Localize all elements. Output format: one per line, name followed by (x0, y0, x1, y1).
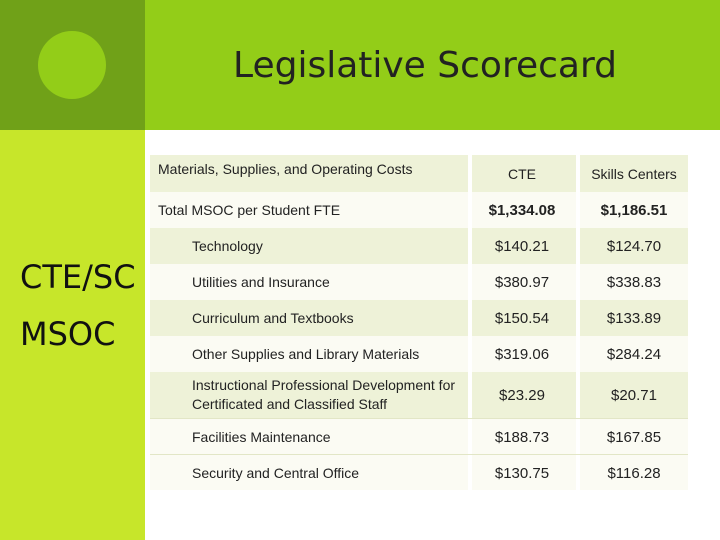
total-cte: $1,334.08 (488, 201, 556, 219)
table-row (150, 418, 688, 455)
side-label-cte-sc: CTE/SC (20, 258, 136, 296)
table-row (150, 264, 688, 300)
side-label-msoc: MSOC (20, 315, 116, 353)
table-row (150, 300, 688, 336)
row-cte: $150.54 (494, 309, 550, 327)
header-label: Materials, Supplies, and Operating Costs (158, 161, 413, 177)
total-label: Total MSOC per Student FTE (158, 202, 341, 218)
row-cte: $380.97 (494, 273, 550, 291)
row-label: Utilities and Insurance (192, 274, 330, 290)
table-row (150, 372, 688, 418)
total-row (150, 192, 688, 228)
row-cte: $140.21 (494, 237, 550, 255)
row-label: Other Supplies and Library Materials (192, 346, 420, 362)
header-cte: CTE (508, 165, 536, 182)
row-label: Curriculum and Textbooks (192, 310, 354, 326)
total-skills-centers: $1,186.51 (600, 201, 668, 219)
row-label: Instructional Professional Development for Certificated and Classified Staff (192, 377, 456, 412)
row-cte: $130.75 (494, 464, 550, 482)
row-label: Security and Central Office (192, 465, 360, 481)
row-skills-centers: $338.83 (606, 273, 662, 291)
row-skills-centers: $167.85 (606, 428, 662, 446)
row-label: Technology (192, 238, 263, 254)
row-cte: $23.29 (499, 386, 545, 404)
table-row (150, 454, 688, 491)
row-cte: $188.73 (494, 428, 550, 446)
row-label: Facilities Maintenance (192, 429, 331, 445)
msoc-table (150, 155, 688, 490)
row-skills-centers: $133.89 (606, 309, 662, 327)
row-cte: $319.06 (494, 345, 550, 363)
row-skills-centers: $20.71 (611, 386, 657, 404)
table-row (150, 228, 688, 264)
slide-title: Legislative Scorecard (233, 45, 617, 86)
table-header-row (150, 155, 688, 192)
row-skills-centers: $124.70 (606, 237, 662, 255)
header-skills-centers: Skills Centers (591, 165, 677, 182)
row-skills-centers: $284.24 (606, 345, 662, 363)
table-row (150, 336, 688, 372)
row-skills-centers: $116.28 (607, 464, 661, 482)
decorative-circle (38, 31, 106, 99)
